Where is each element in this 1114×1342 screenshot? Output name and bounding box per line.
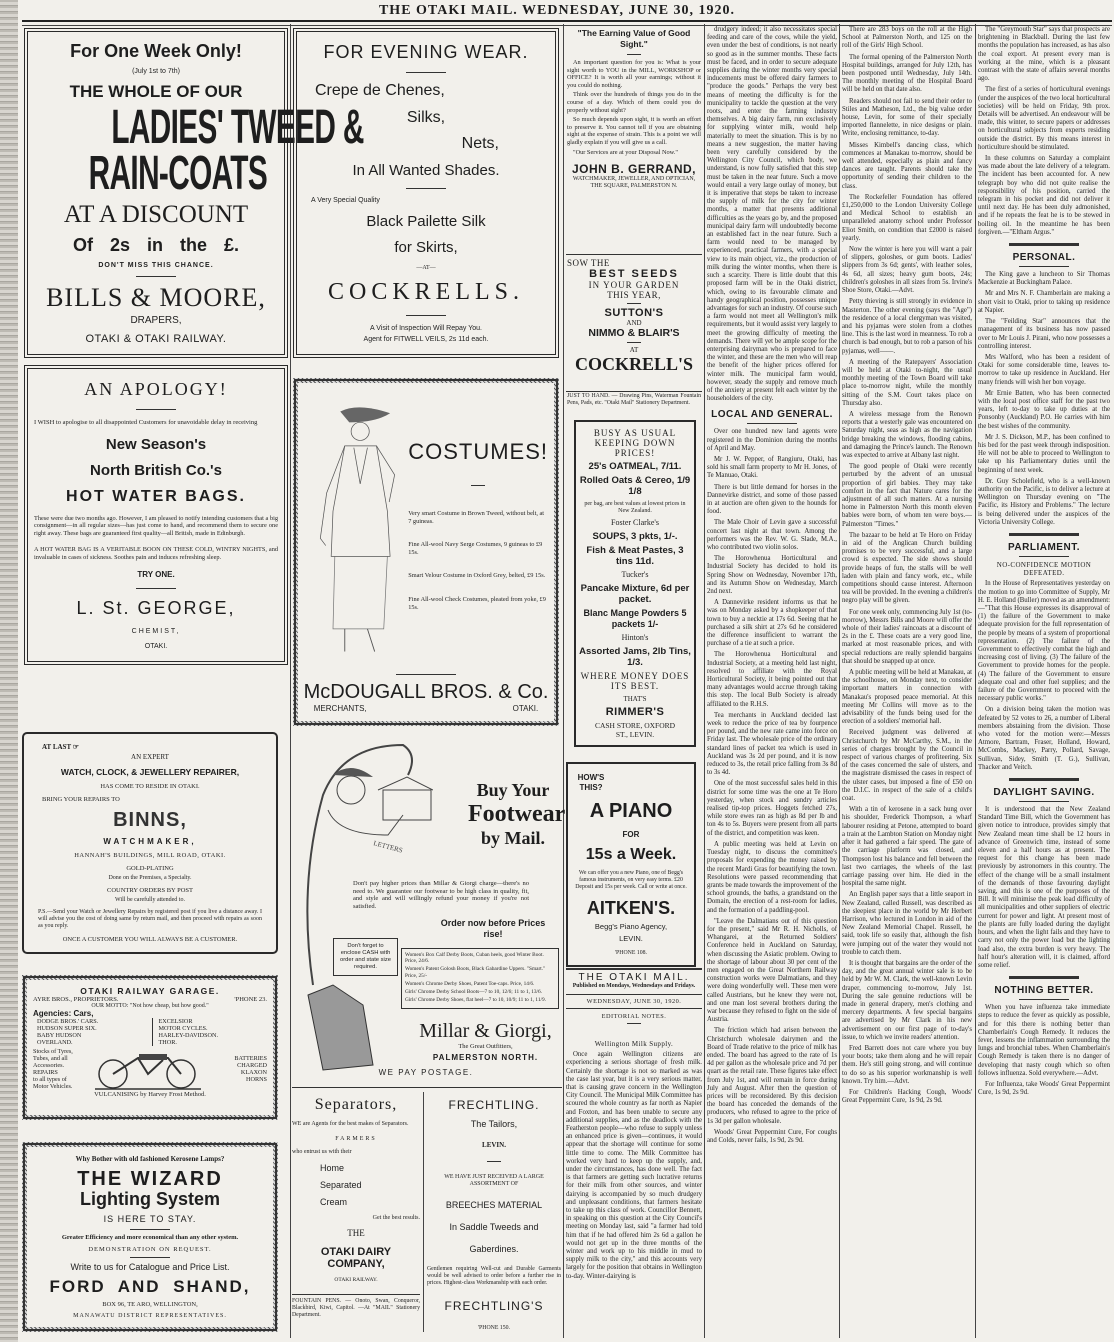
ad-binns <box>22 732 278 954</box>
article-paragraph: The formal opening of the Palmerston North Hospital buildings, arranged for July 12th, has been postponed until Wednesday, July 14th. The monthly meeting of the Hospital Board will be held on that date also. <box>842 53 972 94</box>
ad-line: BRING YOUR REPAIRS TO <box>42 795 120 803</box>
column-divider <box>290 24 291 1338</box>
ad-line: Will be carefully attended to. <box>115 897 185 904</box>
ad-headline: 15s a Week. <box>585 845 677 863</box>
article-paragraph: On a division being taken the motion was defeated by 52 votes to 26, a number of Liberal members abstaining from the division. Those who voted for the motion were:—Messrs Atmore, Bartram, Fraser, Holland, Howard, McCombs, Mackey, Parry, Pollard, Savage, Sullivan, Sidey, Smith (T. G.), Sullivan, Thacker and Veitch. <box>978 706 1110 771</box>
rimmer-line: Foster Clarke's <box>611 518 659 528</box>
ad-line: SUTTON'S <box>604 307 664 319</box>
garage-item: HARLEY-DAVIDSON. <box>158 1032 219 1039</box>
paper-title: THE OTAKI MAIL. <box>578 972 690 983</box>
article-paragraph: For Influenza, take Woods' Great Peppermint Cure, 1s 9d, 2s 9d. <box>978 1080 1110 1097</box>
advertiser-name: FRECHTLING. <box>448 1098 540 1112</box>
article-paragraph: The Horowhenua Horticultural and Industrial Society, at a meeting held last night, resolved to affiliate with the Royal Horticultural Society, it being pointed out that many advantages would accrue through taking this step. The local Bulb Society is already affiliated to the R.H.S. <box>707 651 837 708</box>
section-heading: LOCAL AND GENERAL. <box>707 409 837 424</box>
garage-item: Tubes, and all <box>33 1054 68 1062</box>
rimmer-line: BUSY AS USUAL KEEPING DOWN PRICES! <box>593 427 677 458</box>
advertiser-place: OTAKI. <box>512 704 539 713</box>
article-paragraph: Over one hundred new land agents were registered in the Dominion during the months of April and May. <box>707 428 837 452</box>
ad-headline: "The Earning Value of Good Sight." <box>577 28 691 49</box>
ad-line: TRY ONE. <box>137 569 175 579</box>
ad-line: WE HAVE JUST RECEIVED A LARGE ASSORTMENT OF <box>444 1174 544 1187</box>
rimmer-line: Fish & Meat Pastes, 3 tins 11d. <box>586 544 684 567</box>
article-paragraph: It is thought that bargains are the order of the day, and the great annual winter sale is to be held by Mr W. M. Clark, the well-known Levin draper, commencing to-morrow, July 1st. During the sale genuine reductions will be made in general drapery, men's clothing and mercery departments. A few special bargains are advertised by Mr Clark in his new advertisement on our first page of to-day's issue, to which we invite readers' attention. <box>842 959 972 1041</box>
costume-item: Smart Velour Costume in Oxford Grey, belted, £9 15s. <box>408 572 546 580</box>
rimmer-line: per bag, are best values at lowest prices in New Zealand. <box>584 500 686 514</box>
ad-line: Cream <box>320 1197 348 1208</box>
ad-headline: A PIANO <box>589 800 673 823</box>
rimmer-line: Pancake Mixture, 6d per packet. <box>580 582 690 605</box>
ad-line: A Very Special Quality <box>311 197 380 205</box>
advertiser-name: BILLS & MOORE, <box>46 283 266 313</box>
ad-just-to-hand: JUST TO HAND. — Drawing Pins, Waterman Fountain Pens, Pads, etc. "Otaki Mail" Stationery Department. <box>567 393 701 406</box>
divider <box>292 1294 420 1295</box>
ad-line: Get the best results. <box>372 1214 420 1221</box>
article-paragraph: The bazaar to be held at Te Horo on Friday in aid of the Anglican Church building promises to be very successful, and a large crowd is expected. The side shows should provide heaps of fun, the stalls will be well laden with plain and fancy work, etc., while competitions should cause interest. Afternoon tea will be provided. In the evening a children's negro play will be given. <box>842 531 972 605</box>
ad-line: HAS COME TO RESIDE IN OTAKI. <box>100 782 200 790</box>
woman-costume-illustration <box>304 389 408 674</box>
article-paragraph: Mrs Walford, who has been a resident of Otaki for some considerable time, leaves to-morrow to take up residence in Auckland. Her many friends will wish her bon voyage. <box>978 353 1110 386</box>
advertiser-name: FRECHTLING'S <box>444 1299 544 1313</box>
article-paragraph: The good people of Otaki were recently perturbed by the advent of an unusual proportion of girl babies. They may take comfort in the fact that Nature cares for the adjustment of all such matters. At a nursing home in Palmerston North this month eleven babies were born, of whom ten were boys.—Palmerston "Times." <box>842 463 972 528</box>
ad-line: IN YOUR GARDEN <box>588 280 680 290</box>
ad-line: NIMMO & BLAIR'S <box>588 327 680 339</box>
section-heading: EDITORIAL NOTES. <box>601 1013 667 1020</box>
ad-product: for Skirts, <box>394 238 458 256</box>
footwear-item: Women's Box Calf Derby Boots, Cuban heels, good Winter Boot. Price, 24/6. <box>405 952 544 965</box>
editorial-column <box>566 1036 702 1336</box>
article-paragraph: Petty thieving is still strongly in evidence in Masterton. The other evening (says the "Age") the residence of a local clergyman was visited, and his pyjamas were stolen from a clothes line. This is the last word in meanness. To rob a church is bad enough, but to rob a parson of his pyjamas, well——. <box>842 298 972 355</box>
motorcycle-illustration <box>93 1046 203 1091</box>
article-paragraph: For Children's Hacking Cough, Woods' Great Peppermint Cure, 1s 9d, 2s 9d. <box>842 1088 972 1105</box>
advertiser-address: CASH STORE, OXFORD ST., LEVIN. <box>594 721 676 740</box>
ad-apology <box>24 365 288 665</box>
ad-headline: OTAKI RAILWAY GARAGE. <box>80 986 220 996</box>
ad-motto: OUR MOTTO: "Not how cheap, but how good." <box>91 1003 209 1009</box>
divider <box>292 1087 562 1088</box>
ad-product: BREECHES MATERIAL <box>445 1200 543 1210</box>
ad-headline: BEST SEEDS <box>589 268 679 280</box>
ad-line: HOW'S THIS? <box>577 773 605 793</box>
advertiser-trade: WATCHMAKER, JEWELLER, AND OPTICIAN, <box>572 176 696 183</box>
article-paragraph: The "Greymouth Star" says that prospects are brightening in Blackball. During the last few months the population has increased, as has also the coal export. At present every man is working at the mine, which is a pleasant contrast with the state of affairs several months ago. <box>978 26 1110 83</box>
article-paragraph: There is but little demand for horses in the Dannevirke district, and some of those passed in at auction are often given to the hounds for food. <box>707 483 837 516</box>
article-paragraph: A public meeting will be held at Manakau, at the schoolhouse, on Monday next, to consider important matters in connection with Manakau's proposed peace memorial. At this meeting Mr Collins will move as to the advisability of the funds being used for the erection of a soldiers' memorial hall. <box>842 669 972 726</box>
costume-item: Fine All-wool Check Costumes, pleated from yoke, £9 15s. <box>408 595 546 611</box>
column-divider <box>563 24 564 1338</box>
ad-headline: by Mail. <box>480 828 545 848</box>
ad-line: FARMERS <box>335 1135 377 1142</box>
ad-line: Separated <box>320 1179 362 1190</box>
ad-headline: FOR EVENING WEAR. <box>323 42 529 63</box>
ad-wizard-lighting <box>22 1142 278 1332</box>
ad-discount-amount: Of 2s in the £. <box>72 235 240 256</box>
advertiser-name: Millar & Giorgi, <box>419 1020 552 1042</box>
article-paragraph: Fred Barrett does not care where you buy your boots; take them along and he will repair them. He's still going strong, and will continue to do so as his superior workmanship is well known. Try him.—Advt. <box>842 1044 972 1085</box>
article-paragraph: The Rockefeller Foundation has offered £1,250,000 to the London University College and Medical School to establish an unparalleled anatomy school under Professor Eliot Smith, on condition that £2000 is raised yearly. <box>842 193 972 242</box>
advertiser-address: HANNAH'S BUILDINGS, MILL ROAD, OTAKI. <box>74 852 226 860</box>
article-paragraph: There are 283 boys on the roll at the High School at Palmerston North, and 125 on the roll of the Girls' High School. <box>842 26 972 50</box>
advertiser-phone: 'PHONE 150. <box>478 1325 510 1331</box>
garage-item: HORNS <box>246 1075 267 1083</box>
advertiser-name: FORD AND SHAND, <box>49 1276 251 1296</box>
ad-line: DEMONSTRATION ON REQUEST. <box>88 1245 212 1253</box>
ad-product: LADIES' TWEED & <box>111 101 364 155</box>
garage-item: OVERLAND. <box>37 1039 73 1046</box>
column-divider <box>975 24 976 1338</box>
ad-line: AND <box>626 319 642 327</box>
article-paragraph: A Dannevirke resident informs us that he was on Monday asked by a shopkeeper of that town to buy a necktie at 17s 6d. Seeing that he purchased a silk shirt at 27s 6d he considered the difference insufficient to warrant the purchase of a tie at such a price. <box>707 599 837 648</box>
advertiser-place: LEVIN. <box>619 933 643 943</box>
section-rule <box>1009 243 1079 246</box>
advertiser-place: PALMERSTON NORTH. <box>432 1053 539 1062</box>
ad-headline: Buy Your <box>476 780 550 800</box>
page-masthead: THE OTAKI MAIL. WEDNESDAY, JUNE 30, 1920. <box>378 3 736 18</box>
ad-product: RAIN-COATS <box>88 147 268 201</box>
ad-line: Write to us for Catalogue and Price List. <box>70 1262 230 1273</box>
article-paragraph: Woods' Great Peppermint Cure, For coughs and Colds, never fails, 1s 9d, 2s 9d. <box>707 1128 837 1144</box>
section-heading: DAYLIGHT SAVING. <box>978 787 1110 802</box>
footwear-item: Girls' Chrome Derby Shoes, flat heel—7 to 10, 10/9; 11 to 1, 11/9. <box>405 997 546 1004</box>
ad-body: I WISH to apologise to all disappointed Customers for unavoidable delay in receiving <box>34 419 258 427</box>
ad-paragraph: "Our Services are at your Disposal Now." <box>573 148 678 156</box>
article-paragraph: Mr and Mrs N. F. Chamberlain are making a short visit to Otaki, prior to taking up residence at Napier. <box>978 290 1110 314</box>
advertiser-trade: CHEMIST, <box>131 627 181 635</box>
garage-item: BABY HUDSON <box>37 1032 82 1039</box>
ad-line: DON'T MISS THIS CHANCE. <box>98 262 214 270</box>
ad-body: A HOT WATER BAG IS A VERITABLE BOON ON THESE COLD, WINTRY NIGHTS, and invaluable in cases of sickness. Soothes pain and induces refreshing sleep. <box>34 546 278 561</box>
article-paragraph: The King gave a luncheon to Sir Thomas Mackenzie at Buckingham Palace. <box>978 271 1110 287</box>
ad-line: Home <box>320 1162 345 1173</box>
advertiser-trade: DRAPERS, <box>130 315 182 327</box>
ad-at: —AT— <box>416 264 436 271</box>
section-heading: PARLIAMENT. <box>978 542 1110 557</box>
ad-line: GOLD-PLATING <box>126 865 174 873</box>
section-rule <box>1009 778 1079 781</box>
ad-separators <box>292 1092 420 1287</box>
article-paragraph: A meeting of the Ratepayers' Association will be held at Otaki to-night, the usual monthly meeting of the Town Board will take place to-morrow night, while the monthly sitting of the S.M. Court takes place on Thursday also. <box>842 358 972 407</box>
article-paragraph: For one week only, commencing July 1st (to-morrow), Messrs Bills and Moore will offer the whole of their ladies' raincoats at a discount of 2s in the £. These coats are a very good line, marked at most reasonable prices, and with special reductions are really splendid bargains that should be snapped up at once. <box>842 608 972 665</box>
ad-body: These were due two months ago. However, I am pleased to notify intending customers that a big consignment—in all regular sizes—has just come to hand, and recommend them to secure one right away. These bags are guaranteed first quality—all British, made in Edinburgh. <box>34 514 278 537</box>
ad-line: New Season's <box>105 436 207 454</box>
ad-note: Don't forget to enclose CASH with order and state size required. <box>333 938 398 976</box>
article-paragraph: The Male Choir of Levin gave a successful concert last night at that town. Among the performers was the Rev. W. G. Slade, M.A., who contributed two violin solos. <box>707 519 837 551</box>
article-paragraph: Dr. Guy Scholefield, who is a well-known authority on the Pacific, is to deliver a lecture at Wellington on Thursday evening on "The Pacific, its History and Problems." The lecture is being delivered under the auspices of the Victoria University College. <box>978 477 1110 526</box>
article-paragraph: One of the most successful sales held in this district for some time was the one at Te Horo yesterday, when stock and sundry articles realised tip-top prices. Hoggets fetched 27s, while store ewes ran as high as 8d per lb and ton 4s to 5s. Buyers were present from all parts of the district, and competition was keen. <box>707 780 837 837</box>
advertiser-name: AYRE BROS., PROPRIETORS. <box>33 996 119 1003</box>
article-paragraph: When you have influenza take immediate steps to reduce the fever as quickly as possible, and for this there is nothing better than Chamberlain's Cough Remedy. It reduces the fever, lessens the inflammation surrounding the lungs and bronchial tubes. When Chamberlain's Cough Remedy is taken there is no danger of developing that nasty cough which so often follows influenza. Sold everywhere.—Advt. <box>978 1004 1110 1077</box>
garage-item: MOTOR CYCLES. <box>158 1025 208 1032</box>
ad-railway-garage <box>22 975 278 1120</box>
ad-headline: COSTUMES! <box>408 439 548 464</box>
ad-line: In All Wanted Shades. <box>352 161 500 179</box>
divider <box>566 968 702 970</box>
article-paragraph: Tea merchants in Auckland decided last week to reduce the price of tea by fourpence per pound, and the new rate came into force on Friday last. The wholesale price of the ordinary standard lines of packet tea which is used in Auckland was 3s 2d per pound, and it is now reduced to 3s, the retail price falling from 3s 8d to 3s 4d. <box>707 711 837 777</box>
ad-body: P.S.—Send your Watch or Jewellery Repairs by registered post if you live a distance away. I will advise you the cost of doing same by return mail, and then proceed with repairs as soon as you reply. <box>38 909 262 930</box>
ad-paragraph: So much depends upon sight, it is worth an effort to preserve it. You cannot tell if you are obtaining sight at the expense of strain. This is a point we will gladly explain if you will give us a call. <box>567 116 701 146</box>
ad-product: Black Pailette Silk <box>366 213 486 231</box>
advertiser-name: L. St. GEORGE, <box>76 597 236 618</box>
ad-line: Crepe de Chenes, <box>315 81 445 99</box>
ad-discount: AT A DISCOUNT <box>63 200 249 228</box>
ad-headline: THE WIZARD <box>77 1167 223 1190</box>
article-paragraph: Now the winter is here you will want a pair of slippers, goloshes, or gum boots. Ladies' slippers from 3s 6d; gents', with leather soles, 4s 6d, all sizes; heavy gum boots, 24s; children's goloshes in all sizes from 5s. Irvine's Shoe Store, Otaki.—Advt. <box>842 246 972 295</box>
ad-line: SOW THE <box>567 258 610 268</box>
ad-line: Begg's Piano Agency, <box>594 921 668 931</box>
advertiser-name: OTAKI DAIRY COMPANY, <box>320 1245 392 1270</box>
column-divider <box>839 24 840 1338</box>
ad-best-seeds <box>567 258 701 375</box>
advertiser-place: OTAKI. <box>144 643 168 651</box>
ad-evening-wear <box>293 28 559 358</box>
article-paragraph: Received judgment was delivered at Christchurch by Mr McCarthy, S.M., in the series of charges brought by the Council in respect of various charges of profiteering. Six of the cases concerned the sale of ulsters, and the magistrate dismissed the cases in respect of the ulster cases, but imposed a fine of £50 on the D.I.C. in respect of the sale of a child's coat. <box>842 729 972 803</box>
ad-line: VULCANISING by Harvey Frost Method. <box>94 1091 206 1098</box>
advertiser-trade: The Great Outfitters, <box>458 1043 513 1050</box>
costume-item: Very smart Costume in Brown Tweed, without belt, at 7 guineas. <box>408 510 545 525</box>
article-paragraph: Once again Wellington citizens are experiencing a serious shortage of fresh milk. Certainly the shortage is not so marked as was the case last year, but it is a very serious matter, that is causing grave concern in the Wellington City Council. The Municipal Milk Committee has scoured the whole country as far north as Napier and Foxton, and has been unable to secure any additional supplies, and as the deadlock with the Featherston people—who refuse to supply unless an enhanced price is given—continues, it would appear that the shortage will continue for some little time to come. The Milk Committee has worked very hard to keep up the supply, and, under the circumstances, has done well. The fact is that farmers are getting such lucrative returns for their milk from other sources, and winter dairying is accompanied by so much drudgery and unpleasant conditions, that farmers hesitate to take up this class of work. Councillor Bennett, in speaking on this question at the City Council's meeting on Monday last, said "a farmer had told him that if he had offered him 2s 6d a gallon he would not get up in the three months of the winter and work up to his middle in mud to supply milk to the city," and this accounts very largely for the position that obtains in Wellington to-day. Winter-dairying is <box>566 1051 702 1280</box>
ad-line: Agencies: Cars, <box>33 1009 94 1018</box>
article-paragraph: Readers should not fail to send their order to Stiles and Matheson, Ltd., the big value order house, Levin, for some of their specially imported flannelette, in nice designs or plain. Write, enclosing remittance, to-day. <box>842 97 972 138</box>
section-heading: NOTHING BETTER. <box>978 985 1110 1000</box>
advertiser-phone: 'PHONE 23. <box>234 996 267 1003</box>
ad-line: AN EXPERT <box>131 752 169 761</box>
ad-line: Nets, <box>461 135 499 153</box>
ad-headline: Lighting System <box>79 1189 220 1210</box>
article-paragraph: With a tin of kerosene in a sack hung over his shoulder, Frederick Thompson, a wharf labourer residing at Petone, attempted to board a train at the Lambton Station on Monday night after it had gathered a fair speed. The gate of the carriage platform was closed, and Thompson lost his balance and fell between the last two carriages, the wheels of the last carriage passing over him. He died in the hospital the same night. <box>842 806 972 888</box>
divider <box>566 391 702 392</box>
ad-frechtling <box>427 1092 561 1337</box>
ad-fountain-pens: FOUNTAIN PENS. — Onoto, Swan, Conqueror, Blackbird, Kiwi, Capitol. —At "MAIL" Stationery Department. <box>292 1298 420 1318</box>
garage-item: to all types of <box>33 1075 67 1083</box>
garage-item: REPAIRS <box>33 1068 58 1076</box>
article-paragraph: A wireless message from the Renown reports that a westerly gale was encountered on Saturday night, seas as high as the navigation bridge breaking the windows, flooding cabins, and damaging the Prince's launch. The Renown was expected to arrive at Albany last night. <box>842 410 972 459</box>
ad-line: THIS YEAR, <box>607 290 661 300</box>
ad-line: COUNTRY ORDERS BY POST <box>106 887 194 895</box>
ad-headline: Separators, <box>314 1095 398 1113</box>
footwear-item: Women's Patent Golosh Boots, Black Gabardine Uppers. "Smart." Price, 25/- <box>405 966 546 979</box>
scan-edge <box>0 0 18 1342</box>
article-paragraph: A public meeting was held at Levin on Tuesday night, to discuss the committee's proposals for expending the money raised by the recent Mardi Gras for beautifying the town. Resolutions were passed recommending that grants be made towards the improvement of the school grounds, the baths, a grandstand on the Domain, the erection of a rest-room for ladies, and the formation of a paddling-pool. <box>707 840 837 914</box>
column-divider <box>423 1092 424 1332</box>
ad-body: WE are Agents for the best makes of Separators. <box>292 1121 409 1128</box>
column-divider <box>704 24 705 1338</box>
ad-headline: WATCH, CLOCK, & JEWELLERY REPAIRER, <box>60 766 240 777</box>
garage-item: Stocks of Tyres, <box>33 1047 73 1055</box>
ad-piano <box>566 762 696 967</box>
subheading: Wellington Milk Supply. <box>594 1040 674 1048</box>
costume-item: Fine All-wool Navy Serge Costumes, 9 guineas to £9 15s. <box>408 541 543 556</box>
ad-line: A Visit of Inspection Will Repay You. <box>370 324 482 332</box>
article-paragraph: The Horowhenua Horticultural and Industrial Society has decided to hold its Spring Show on Wednesday, November 17th, and its Autumn Show on Wednesday, March 2nd next. <box>707 555 837 595</box>
ad-body: We can offer you a new Piano, one of Begg's famous instruments, on very easy terms. £20 Deposit and 15s per week. Call or write at once. <box>575 870 687 891</box>
article-paragraph: In the House of Representatives yesterday on the motion to go into Committee of Supply, Mr H. E. Holland (Buller) moved as an amendment:—"That this House expresses its disapproval of (1) the failure of the Government to make adequate provision for the full representation of the people by means of a system of proportional representation. (2) The failure of the Government to effectively combat the high and increasing cost of living. (3) The failure of the Government to provide homes for the people. (4) The failure of the Government to ensure adequate coal and other fuel supplies; and the failure of the Government to proceed with the necessary public works." <box>978 580 1110 703</box>
article-paragraph: The "Feilding Star" announces that the management of its business has now passed over to Mr Louis J. Pirani, who now possesses a controlling interest. <box>978 318 1110 350</box>
ad-line: Greater Efficiency and more economical than any other system. <box>61 1234 239 1242</box>
rimmer-line: Tucker's <box>621 570 649 580</box>
ad-line: who entrust us with their <box>292 1149 352 1156</box>
ad-product: In Saddle Tweeds and <box>449 1222 539 1232</box>
ad-line: THE <box>347 1228 365 1239</box>
article-paragraph: Mr Ernie Batten, who has been connected with the local post office staff for the past two years, left to-day to take up duties at the Ponsonby (Auckland) P.O. He carries with him the best wishes of the community. <box>978 389 1110 430</box>
advertiser-name: RIMMER'S <box>605 705 665 718</box>
garage-item: CHARGED <box>237 1061 267 1069</box>
garage-item: HUDSON SUPER SIX. <box>37 1025 97 1032</box>
advertiser-name: COCKRELL'S <box>574 354 694 374</box>
ad-costumes <box>293 378 559 726</box>
ad-good-sight <box>567 28 701 189</box>
garage-item: KLAXON <box>240 1068 267 1076</box>
article-paragraph: "Leave the Dalmatians out of this question for the present," said Mr R. H. Nicholls, of Whangarei, at the Returned Soldiers' Conference held in Auckland on Saturday, when discussing the Asiatic problem. Owing to the shortage of labour about 30 per cent of the men engaged on the Great Northern Railway construction works were Dalmatians, and they were doing wonderfully well. These men were called Austrians, but he knew they were not, and one man lost several brothers during the war because they refused to fight on the side of Austria. <box>707 917 837 1024</box>
garage-item: Accessories. <box>33 1061 65 1069</box>
advertiser-name: JOHN B. GERRAND, <box>571 162 696 177</box>
ad-line: North British Co.'s <box>90 461 222 479</box>
advertiser-trade: MERCHANTS, <box>313 704 367 713</box>
ad-headline: For One Week Only! <box>70 41 242 62</box>
advertiser-name: BINNS, <box>113 808 187 831</box>
advertiser-name: McDOUGALL BROS. & Co. <box>303 681 549 703</box>
garage-item: THOR. <box>158 1039 177 1046</box>
letters-label: LETTERS <box>372 839 404 855</box>
garage-item: Motor Vehicles. <box>33 1082 73 1090</box>
garage-item: EXCELSIOR <box>158 1018 193 1025</box>
advertiser-phone: 'PHONE 108. <box>615 949 647 956</box>
ad-product: HOT WATER BAGS. <box>66 487 246 505</box>
section-heading: PERSONAL. <box>978 252 1110 267</box>
publication-days: Published on Mondays, Wednesdays and Fridays. <box>572 983 696 989</box>
footwear-item: Women's Chrome Derby Shoes, Patent Toe-caps. Price, 14/6. <box>405 980 535 987</box>
article-paragraph: An English paper says that a little seaport in New Zealand, called Russell, was described as the sleepiest place in the world by Mr Herbert Harrison, who lectured in London in aid of the New Zealand Memorial Chapel. Russell, he said, took life so easily that, although the fish were jumping out of the water they would not trouble to catch them. <box>842 891 972 956</box>
ad-rimmers <box>574 420 696 747</box>
ad-paragraph: An important question for you is: What is your sight worth to YOU in the MILL, WORKSHOP or OFFICE? It is worth all your earnings; without it you could do nothing. <box>567 59 701 89</box>
ad-line: WE PAY POSTAGE. <box>378 1068 474 1077</box>
ad-body: Gentlemen requiring Well-cut and Durable Garments would be well advised to order before a further rise in prices. Highest-class Workmanship with each order. <box>427 1266 561 1286</box>
article-paragraph: Mr J. W. Pepper, of Rangiuru, Otaki, has sold his small farm property to Mr H. Jones, of Te Manuao, Otaki. <box>707 455 837 480</box>
news-column <box>707 26 837 1338</box>
divider <box>566 254 702 255</box>
advertiser-trade: WATCHMAKER, <box>103 837 197 847</box>
article-paragraph: The first of a series of horticultural evenings (under the auspices of the two local horticultural societies) will be held on Friday, 9th prox. Details will be advertised. An endeavour will be made, this winter, to secure papers or addresses on horticultural subjects from experts residing outside the district. By this means interest in horticulture should be stimulated. <box>978 86 1110 151</box>
ad-line: MANAWATU DISTRICT REPRESENTATIVES. <box>73 1312 227 1319</box>
ad-millar-giorgi <box>293 735 566 1080</box>
article-paragraph: drudgery indeed; it also necessitates special feeding and care of the cows, while the yield, even under the best of conditions, is not nearly so good as in the summer months. These facts must be faced, and in order to secure adequate supplies during the winter months very special inducements must be offered dairy farmers to "produce the goods." Perhaps the very best means of meeting the difficulty is for the municipality to tackle the question at the very roots, and enter the farming industry themselves. A big dairy farm, run exclusively for supplying winter milk, would help materially to meet the situation. This is by no means a new suggestion, the matter having been very carefully considered by the Wellington City Council, which body, we understand, is now fully satisfied that this step must be taken in the near future. Such a move would entail a very large outlay of money, but it is imperative that steps be taken to increase the supply of milk for the city for winter months, a matter that presents additional difficulties as the years go by, and the proposed municipal dairy farm will undoubtedly become an established fact in the near future. Such a farm would need to be managed by experienced, practical farmers, with a special view to its main object, viz., the production of milk during the winter months, when there is such a scarcity. There is little doubt that this proposed farm will be in the Otaki district, which, owing to its favourable climate and handy geographical position, possesses unique advantages for such an industry. Of course such a farm would not meet all Wellington's milk requirements, but it would assist very largely to meet the growing difficulty of meeting the demands. There will yet be ample scope for the enterprising dairyman who is prepared to face the winter, and these are the men who will reap the benefit of the higher prices offered for winter milk. The municipal farm would, however, steady the supply and remove much of the anxiety at present felt each winter by the householders of the city. <box>707 26 837 403</box>
rimmer-line: 25's OATMEAL, 7/11. <box>588 461 682 473</box>
ad-line: AT LAST ☞ <box>42 742 80 751</box>
rimmer-line: Assorted Jams, 2lb Tins, 1/3. <box>579 645 691 668</box>
ad-line: IS HERE TO STAY. <box>103 1214 197 1225</box>
ad-dates: (July 1st to 7th) <box>132 68 180 76</box>
ad-line: ONCE A CUSTOMER YOU WILL ALWAYS BE A CUSTOMER. <box>62 935 238 943</box>
rimmer-line: THAT'S <box>623 694 647 703</box>
issue-date: WEDNESDAY, JUNE 30, 1920. <box>586 998 682 1005</box>
ad-line: AT <box>629 346 639 354</box>
ad-line: Order now before Prices rise! <box>440 918 546 939</box>
ad-line: THE WHOLE OF OUR <box>69 81 243 101</box>
rimmer-line: Rolled Oats & Cereo, 1/9 1/8 <box>579 475 691 498</box>
paper-masthead <box>566 972 702 1027</box>
ad-product: Gaberdines. <box>469 1244 519 1254</box>
rimmer-line: SOUPS, 3 pkts, 1/-. <box>592 530 678 542</box>
ad-line: Agent for FITWELL VEILS, 2s 11d each. <box>363 336 489 344</box>
advertiser-name: COCKRELLS. <box>327 279 524 306</box>
rimmer-line: Hinton's <box>621 633 649 643</box>
advertiser-place: OTAKI RAILWAY. <box>334 1277 378 1284</box>
ad-body: Don't pay higher prices than Millar & Giorgi charge—there's no need to. We guarantee our footwear to be high class in quality, fit, and style and will willingly refund your money if you're not satisfied. <box>353 880 529 910</box>
section-rule <box>1009 976 1079 979</box>
article-paragraph: Misses Kimbell's dancing class, which commences at Manakau to-morrow, should be well attended, especially as plain and fancy dances are taught. Parents should take the opportunity of sending their children to the class. <box>842 141 972 190</box>
rimmer-line: WHERE MONEY DOES ITS BEST. <box>580 671 690 692</box>
article-paragraph: In these columns on Saturday a complaint was made about the late delivery of a telegram. The incident has been accounted for. A new telegraph boy who did not quite realise the responsibility of his position, carried the telegram in his pocket and did not deliver it until next day. He has been duly admonished, and if he repeats the feat he is to be stewed in boiling oil. In the meantime he has been forgiven.—"Eltham Argus." <box>978 155 1110 236</box>
garage-item: DODGE BROS.' CARS. <box>37 1018 99 1025</box>
news-column <box>842 26 972 1338</box>
news-column <box>978 26 1110 1338</box>
ad-headline: AN APOLOGY! <box>84 379 228 400</box>
ad-line: Why Bother with old fashioned Kerosene Lamps? <box>75 1155 225 1164</box>
article-paragraph: The friction which had arisen between the Christchurch wholesale dairymen and the Board of Trade relative to the price of milk has ended. The board has agreed to the rate of 1s 4d per gallon as the wholesale price and 7d per quart as the retail rate. These figures take effect from July 1st, and will remain in force during July and August. After then the question of prices will be reconsidered. By this decision the board has conceded the demands of the producers, who refused to agree to the price of 1s 3d per gallon wholesale. <box>707 1027 837 1125</box>
ad-line: The Tailors, <box>470 1119 518 1129</box>
subheading: NO-CONFIDENCE MOTION DEFEATED. <box>996 560 1092 578</box>
advertiser-place: LEVIN. <box>482 1141 506 1149</box>
ad-line: Silks, <box>406 108 446 126</box>
rimmer-line: Blanc Mange Powders 5 packets 1/- <box>583 608 687 630</box>
ad-paragraph: Think over the hundreds of things you do in the course of a day. Which of them could you do properly without sight? <box>567 91 701 114</box>
advertiser-place: OTAKI & OTAKI RAILWAY. <box>85 332 227 345</box>
article-paragraph: Mr J. S. Dickson, M.P., has been confined to his bed for the past week through indisposition. He will not be able to proceed to Wellington to take up his Parliamentary duties until the beginning of next week. <box>978 433 1110 474</box>
footwear-item: Girls' Chrome Derby School Boots—7 to 10, 12/6; 11 to 1, 13/6. <box>405 989 543 996</box>
ad-line: Done on the Premises, a Specialty. <box>108 875 192 882</box>
section-rule <box>1009 533 1079 536</box>
advertiser-place: THE SQUARE, PALMERSTON N. <box>590 183 678 190</box>
advertiser-address: BOX 96, TE ARO, WELLINGTON, <box>102 1301 198 1309</box>
ad-headline: Footwear <box>468 801 566 827</box>
article-paragraph: It is understood that the New Zealand Standard Time Bill, which the Government has given notice to introduce, provides simply that New Zealand mean time shall be 12 hours in advance of Greenwich time, instead of some eleven and a half hours as at present. The request for this change has been made previously by astronomers in this country. The effect of the change will be a small instalment of the demands of those favouring daylight saving, and this is one of the purposes of the Bill. It will minimise the peak load difficulty of all municipalities and other suppliers of electric current for power and light. At present most of the plants are fully loaded during the daylight hours, and when the light fails and they have to carry not only the power load but the lighting load also, the extra burden is very heavy. The half hour's alteration will, it is claimed, afford some relief. <box>978 806 1110 969</box>
ad-line: FOR <box>622 829 640 839</box>
garage-item: BATTERIES <box>234 1054 267 1062</box>
advertiser-name: AITKEN'S. <box>586 898 676 919</box>
